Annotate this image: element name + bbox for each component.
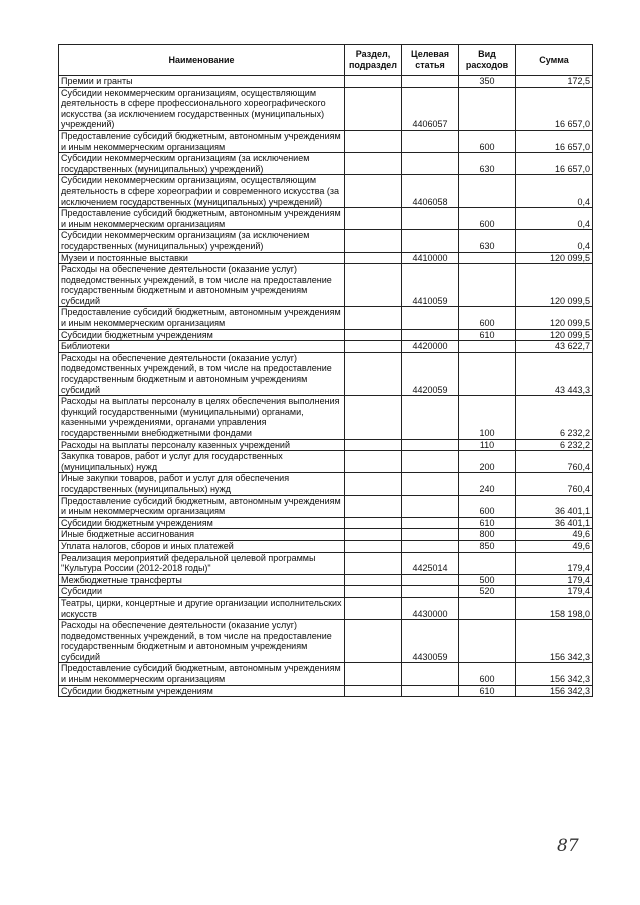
- cell-name: Расходы на выплаты персоналу в целях обеспечения выполнения функций государственными (муниципальными) органами, казенными учреждениями, органами управления государственными внебюджетными фондами: [59, 396, 345, 439]
- cell-section: [345, 552, 402, 574]
- cell-target: [402, 685, 459, 697]
- cell-target: 4406058: [402, 175, 459, 208]
- table-body: [59, 76, 593, 697]
- cell-section: [345, 307, 402, 329]
- cell-sum: 16 657,0: [516, 130, 593, 152]
- cell-target: [402, 517, 459, 529]
- cell-kind: 520: [459, 586, 516, 598]
- table-row: [59, 352, 593, 395]
- cell-name: Иные закупки товаров, работ и услуг для обеспечения государственных (муниципальных) нужд: [59, 473, 345, 495]
- cell-name: Иные бюджетные ассигнования: [59, 529, 345, 541]
- cell-target: [402, 230, 459, 252]
- header-kind: Вид расходов: [459, 45, 516, 76]
- cell-kind: 200: [459, 451, 516, 473]
- cell-section: [345, 586, 402, 598]
- cell-sum: 36 401,1: [516, 517, 593, 529]
- cell-target: 4420000: [402, 341, 459, 353]
- cell-target: [402, 153, 459, 175]
- cell-section: [345, 663, 402, 685]
- table-row: [59, 87, 593, 130]
- cell-kind: 610: [459, 329, 516, 341]
- cell-sum: 43 443,3: [516, 352, 593, 395]
- cell-section: [345, 597, 402, 619]
- cell-kind: 500: [459, 574, 516, 586]
- cell-section: [345, 252, 402, 264]
- cell-target: 4420059: [402, 352, 459, 395]
- cell-kind: 600: [459, 663, 516, 685]
- cell-kind: [459, 620, 516, 663]
- table-row: [59, 552, 593, 574]
- table-row: [59, 396, 593, 439]
- table-row: [59, 230, 593, 252]
- cell-name: Закупка товаров, работ и услуг для государственных (муниципальных) нужд: [59, 451, 345, 473]
- cell-target: [402, 307, 459, 329]
- header-section: Раздел, подраздел: [345, 45, 402, 76]
- cell-section: [345, 352, 402, 395]
- budget-table: [58, 44, 593, 697]
- cell-sum: 156 342,3: [516, 663, 593, 685]
- cell-section: [345, 685, 402, 697]
- table-row: [59, 517, 593, 529]
- cell-kind: 600: [459, 208, 516, 230]
- header-target: Целевая статья: [402, 45, 459, 76]
- cell-sum: 6 232,2: [516, 439, 593, 451]
- cell-sum: 49,6: [516, 540, 593, 552]
- cell-sum: 49,6: [516, 529, 593, 541]
- table-row: [59, 540, 593, 552]
- cell-section: [345, 87, 402, 130]
- cell-name: Реализация мероприятий федеральной целевой программы "Культура России (2012-2018 годы)": [59, 552, 345, 574]
- cell-name: Межбюджетные трансферты: [59, 574, 345, 586]
- cell-sum: 0,4: [516, 175, 593, 208]
- cell-kind: 240: [459, 473, 516, 495]
- cell-name: Расходы на выплаты персоналу казенных учреждений: [59, 439, 345, 451]
- cell-kind: [459, 597, 516, 619]
- cell-target: 4410059: [402, 264, 459, 307]
- cell-target: 4430059: [402, 620, 459, 663]
- cell-section: [345, 517, 402, 529]
- cell-name: Предоставление субсидий бюджетным, автономным учреждениям и иным некоммерческим организациям: [59, 663, 345, 685]
- table-row: [59, 529, 593, 541]
- header-sum: Сумма: [516, 45, 593, 76]
- cell-name: Субсидии бюджетным учреждениям: [59, 329, 345, 341]
- cell-section: [345, 451, 402, 473]
- cell-sum: 156 342,3: [516, 685, 593, 697]
- cell-name: Субсидии некоммерческим организациям, осуществляющим деятельность в сфере профессионального хореографического искусства (за исключением государственных (муниципальных) учреждений): [59, 87, 345, 130]
- cell-name: Субсидии некоммерческим организациям, осуществляющим деятельность в сфере хореографии и современного искусства (за исключением государственных (муниципальных) учреждений): [59, 175, 345, 208]
- cell-name: Театры, цирки, концертные и другие организации исполнительских искусств: [59, 597, 345, 619]
- table-row: [59, 451, 593, 473]
- cell-name: Предоставление субсидий бюджетным, автономным учреждениям и иным некоммерческим организациям: [59, 130, 345, 152]
- cell-kind: 100: [459, 396, 516, 439]
- cell-sum: 0,4: [516, 230, 593, 252]
- table-row: [59, 76, 593, 88]
- cell-section: [345, 439, 402, 451]
- cell-section: [345, 153, 402, 175]
- cell-sum: 6 232,2: [516, 396, 593, 439]
- table-row: [59, 473, 593, 495]
- cell-kind: 630: [459, 230, 516, 252]
- handwritten-page-number: 87: [557, 836, 579, 856]
- cell-target: [402, 329, 459, 341]
- cell-target: 4430000: [402, 597, 459, 619]
- cell-kind: [459, 264, 516, 307]
- cell-sum: 179,4: [516, 586, 593, 598]
- cell-target: 4425014: [402, 552, 459, 574]
- cell-name: Расходы на обеспечение деятельности (оказание услуг) подведомственных учреждений, в том числе на предоставление государственным бюджетным и автономным учреждениям субсидий: [59, 264, 345, 307]
- cell-section: [345, 540, 402, 552]
- cell-kind: 850: [459, 540, 516, 552]
- cell-name: Предоставление субсидий бюджетным, автономным учреждениям и иным некоммерческим организациям: [59, 208, 345, 230]
- cell-section: [345, 341, 402, 353]
- cell-target: [402, 529, 459, 541]
- cell-target: [402, 439, 459, 451]
- header-row: [59, 45, 593, 76]
- table-row: [59, 495, 593, 517]
- cell-sum: 36 401,1: [516, 495, 593, 517]
- cell-target: 4410000: [402, 252, 459, 264]
- cell-name: Субсидии бюджетным учреждениям: [59, 685, 345, 697]
- cell-sum: 16 657,0: [516, 153, 593, 175]
- cell-kind: [459, 252, 516, 264]
- table-row: [59, 574, 593, 586]
- table-row: [59, 329, 593, 341]
- cell-target: [402, 586, 459, 598]
- cell-sum: 760,4: [516, 473, 593, 495]
- cell-target: [402, 663, 459, 685]
- cell-name: Субсидии некоммерческим организациям (за исключением государственных (муниципальных) учреждений): [59, 153, 345, 175]
- cell-kind: [459, 352, 516, 395]
- cell-name: Библиотеки: [59, 341, 345, 353]
- cell-kind: 110: [459, 439, 516, 451]
- cell-target: [402, 396, 459, 439]
- cell-kind: 630: [459, 153, 516, 175]
- cell-sum: 16 657,0: [516, 87, 593, 130]
- cell-sum: 760,4: [516, 451, 593, 473]
- cell-target: [402, 574, 459, 586]
- cell-target: [402, 208, 459, 230]
- cell-section: [345, 76, 402, 88]
- cell-name: Предоставление субсидий бюджетным, автономным учреждениям и иным некоммерческим организациям: [59, 307, 345, 329]
- cell-sum: 179,4: [516, 552, 593, 574]
- table-row: [59, 439, 593, 451]
- table-row: [59, 264, 593, 307]
- cell-section: [345, 130, 402, 152]
- cell-name: Расходы на обеспечение деятельности (оказание услуг) подведомственных учреждений, в том числе на предоставление государственным бюджетным и автономным учреждениям субсидий: [59, 352, 345, 395]
- table-row: [59, 663, 593, 685]
- table-row: [59, 597, 593, 619]
- cell-sum: 120 099,5: [516, 329, 593, 341]
- cell-section: [345, 620, 402, 663]
- cell-sum: 172,5: [516, 76, 593, 88]
- cell-kind: [459, 552, 516, 574]
- cell-kind: 600: [459, 307, 516, 329]
- cell-sum: 120 099,5: [516, 307, 593, 329]
- cell-kind: 600: [459, 495, 516, 517]
- cell-kind: [459, 87, 516, 130]
- cell-target: [402, 473, 459, 495]
- cell-sum: 120 099,5: [516, 252, 593, 264]
- table-row: [59, 130, 593, 152]
- cell-kind: 600: [459, 130, 516, 152]
- cell-section: [345, 175, 402, 208]
- cell-name: Субсидии некоммерческим организациям (за исключением государственных (муниципальных) учреждений): [59, 230, 345, 252]
- table-row: [59, 685, 593, 697]
- cell-section: [345, 230, 402, 252]
- header-name: Наименование: [59, 45, 345, 76]
- table-row: [59, 341, 593, 353]
- cell-name: Субсидии бюджетным учреждениям: [59, 517, 345, 529]
- cell-name: Уплата налогов, сборов и иных платежей: [59, 540, 345, 552]
- cell-name: Премии и гранты: [59, 76, 345, 88]
- cell-target: [402, 495, 459, 517]
- cell-section: [345, 396, 402, 439]
- cell-name: Субсидии: [59, 586, 345, 598]
- cell-name: Расходы на обеспечение деятельности (оказание услуг) подведомственных учреждений, в том числе на предоставление государственным бюджетным и автономным учреждениям субсидий: [59, 620, 345, 663]
- table-row: [59, 153, 593, 175]
- table-row: [59, 620, 593, 663]
- cell-kind: [459, 341, 516, 353]
- cell-target: [402, 451, 459, 473]
- cell-kind: [459, 175, 516, 208]
- cell-target: [402, 130, 459, 152]
- cell-sum: 0,4: [516, 208, 593, 230]
- cell-target: [402, 76, 459, 88]
- cell-name: Музеи и постоянные выставки: [59, 252, 345, 264]
- cell-kind: 610: [459, 685, 516, 697]
- cell-kind: 350: [459, 76, 516, 88]
- cell-section: [345, 329, 402, 341]
- cell-section: [345, 473, 402, 495]
- cell-sum: 120 099,5: [516, 264, 593, 307]
- cell-target: 4406057: [402, 87, 459, 130]
- cell-section: [345, 495, 402, 517]
- cell-section: [345, 264, 402, 307]
- table-row: [59, 175, 593, 208]
- cell-sum: 158 198,0: [516, 597, 593, 619]
- table-row: [59, 307, 593, 329]
- cell-kind: 800: [459, 529, 516, 541]
- cell-sum: 179,4: [516, 574, 593, 586]
- cell-kind: 610: [459, 517, 516, 529]
- cell-sum: 43 622,7: [516, 341, 593, 353]
- cell-section: [345, 574, 402, 586]
- cell-section: [345, 529, 402, 541]
- cell-name: Предоставление субсидий бюджетным, автономным учреждениям и иным некоммерческим организациям: [59, 495, 345, 517]
- cell-target: [402, 540, 459, 552]
- table-row: [59, 252, 593, 264]
- cell-section: [345, 208, 402, 230]
- cell-sum: 156 342,3: [516, 620, 593, 663]
- table-row: [59, 586, 593, 598]
- table-row: [59, 208, 593, 230]
